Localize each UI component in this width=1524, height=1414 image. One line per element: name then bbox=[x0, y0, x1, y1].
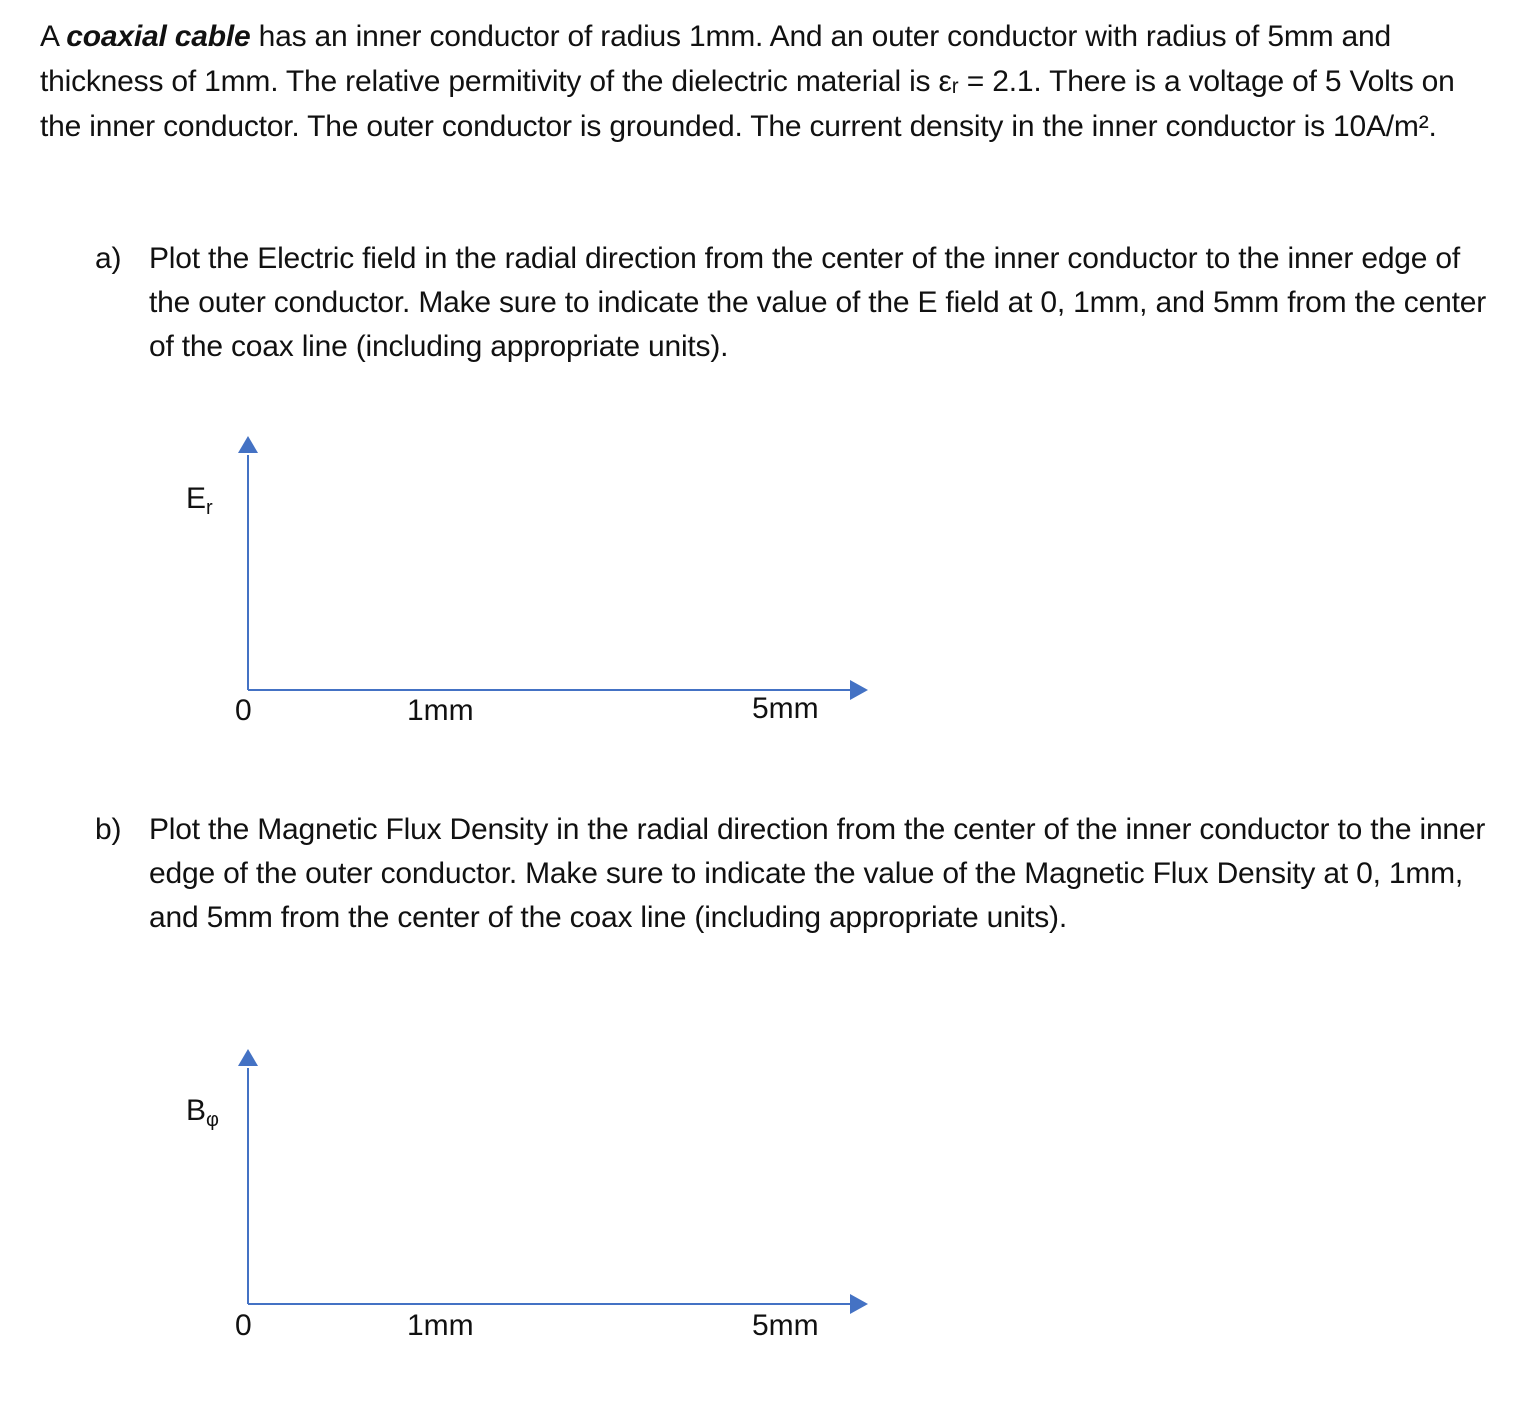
question-a-marker: a) bbox=[95, 242, 122, 275]
y-axis-label bbox=[186, 1094, 219, 1132]
question-a-text: Plot the Electric field in the radial direction from the center of the inner conductor to the inner edge of the outer conductor. Make sure to indicate the value of the E field at 0, 1mm, and 5mm from the center of the coax line (including appropriate units). bbox=[149, 242, 1486, 363]
x-tick-label-1mm: 1mm bbox=[407, 1309, 474, 1342]
x-tick-label-5mm: 5mm bbox=[752, 692, 819, 725]
question-b bbox=[95, 808, 1495, 940]
y-axis-label-main: E bbox=[186, 482, 207, 515]
intro-emphasis: coaxial cable bbox=[66, 20, 251, 53]
y-axis-arrow bbox=[238, 436, 258, 453]
question-b-text: Plot the Magnetic Flux Density in the radial direction from the center of the inner conductor to the inner edge of the outer conductor. Make sure to indicate the value of the Magnetic Flux Density at 0, 1mm, and 5mm from the center of the coax line (including appropriate units). bbox=[149, 813, 1486, 934]
problem-statement bbox=[40, 14, 1480, 149]
y-axis-arrow bbox=[238, 1049, 258, 1066]
y-axis-label bbox=[186, 482, 213, 520]
x-axis-arrow bbox=[850, 680, 868, 700]
y-axis-label-main: B bbox=[186, 1094, 207, 1127]
y-axis-label-sub: r bbox=[206, 497, 213, 519]
intro-prefix: A bbox=[40, 20, 67, 53]
x-tick-label-0: 0 bbox=[235, 1309, 252, 1342]
x-axis-arrow bbox=[850, 1294, 868, 1314]
electric-field-plot bbox=[0, 420, 1524, 740]
x-tick-label-5mm: 5mm bbox=[752, 1309, 819, 1342]
question-a bbox=[95, 237, 1495, 369]
magnetic-flux-plot bbox=[0, 1036, 1524, 1356]
x-tick-label-0: 0 bbox=[235, 694, 252, 727]
x-tick-label-1mm: 1mm bbox=[407, 694, 474, 727]
question-b-marker: b) bbox=[95, 813, 122, 846]
y-axis-label-sub: φ bbox=[206, 1109, 219, 1131]
intro-body: has an inner conductor of radius 1mm. And an outer conductor with radius of 5mm and thickness of 1mm. The relative permitivity of the dielectric material is εᵣ = 2.1. There is a voltage of 5 Volts on the inner conductor. The outer conductor is grounded. The current density in the inner conductor is 10A/m². bbox=[40, 20, 1455, 143]
